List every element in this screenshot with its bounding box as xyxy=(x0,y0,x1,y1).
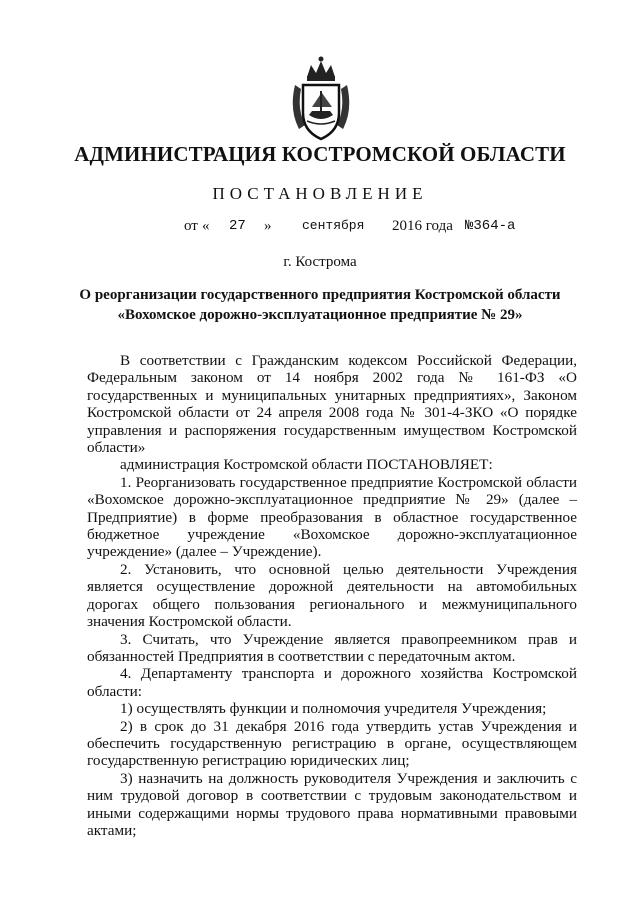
coat-of-arms-emblem xyxy=(285,55,357,143)
date-prefix: от xyxy=(184,218,198,234)
document-number: №364-а xyxy=(465,218,516,234)
document-type: ПОСТАНОВЛЕНИЕ xyxy=(212,184,428,203)
paragraph-item-3: 3. Считать, что Учреждение является правопреемником прав и обязанностей Предприятия в соответствии с передаточным актом. xyxy=(87,630,577,665)
paragraph-subitem-1: 1) осуществлять функции и полномочия учредителя Учреждения; xyxy=(120,700,547,718)
organization-name: АДМИНИСТРАЦИЯ КОСТРОМСКОЙ ОБЛАСТИ xyxy=(74,142,566,166)
paragraph-preamble: В соответствии с Гражданским кодексом Российской Федерации, Федеральным законом от 14 ноября 2002 года № 161-ФЗ «О государственных и муниципальных унитарных предприятиях», Законом Костромской области от 24 апреля 2008 года № 301-4-ЗКО «О порядке управления и распоряжения государственным имуществом Костромской области» xyxy=(87,352,577,457)
date-month: сентября xyxy=(302,218,365,233)
date-year: 2016 года xyxy=(392,218,453,234)
date-day: 27 xyxy=(229,218,246,234)
city: г. Кострома xyxy=(283,254,357,270)
document-body xyxy=(87,352,577,839)
date-open-quote: « xyxy=(202,218,210,234)
title-line-2: «Вохомское дорожно-эксплуатационное предприятие № 29» xyxy=(117,307,523,323)
title-line-1: О реорганизации государственного предприятия Костромской области xyxy=(79,287,561,303)
paragraph-subitem-3: 3) назначить на должность руководителя Учреждения и заключить с ним трудовой договор в соответствии с трудовым законодательством и иными содержащими нормы трудового права нормативными правовыми актами; xyxy=(87,769,577,839)
paragraph-resolution: администрация Костромской области ПОСТАНОВЛЯЕТ: xyxy=(120,456,493,474)
paragraph-item-1: 1. Реорганизовать государственное предприятие Костромской области «Вохомское дорожно-эксплуатационное предприятие № 29» (далее – Предприятие) в форме преобразования в областное государственное бюджетное учреждение «Вохомское дорожно-эксплуатационное учреждение» (далее – Учреждение). xyxy=(87,473,577,561)
paragraph-subitem-2: 2) в срок до 31 декабря 2016 года утвердить устав Учреждения и обеспечить государственную регистрацию в органе, осуществляющем государственную регистрацию юридических лиц; xyxy=(87,717,577,770)
paragraph-item-2: 2. Установить, что основной целью деятельности Учреждения является осуществление дорожной деятельности на автомобильных дорогах общего пользования регионального и межмуниципального значения Костромской области. xyxy=(87,560,577,631)
paragraph-item-4: 4. Департаменту транспорта и дорожного хозяйства Костромской области: xyxy=(87,665,577,700)
date-close-quote: » xyxy=(264,218,272,234)
document-title xyxy=(0,285,640,325)
